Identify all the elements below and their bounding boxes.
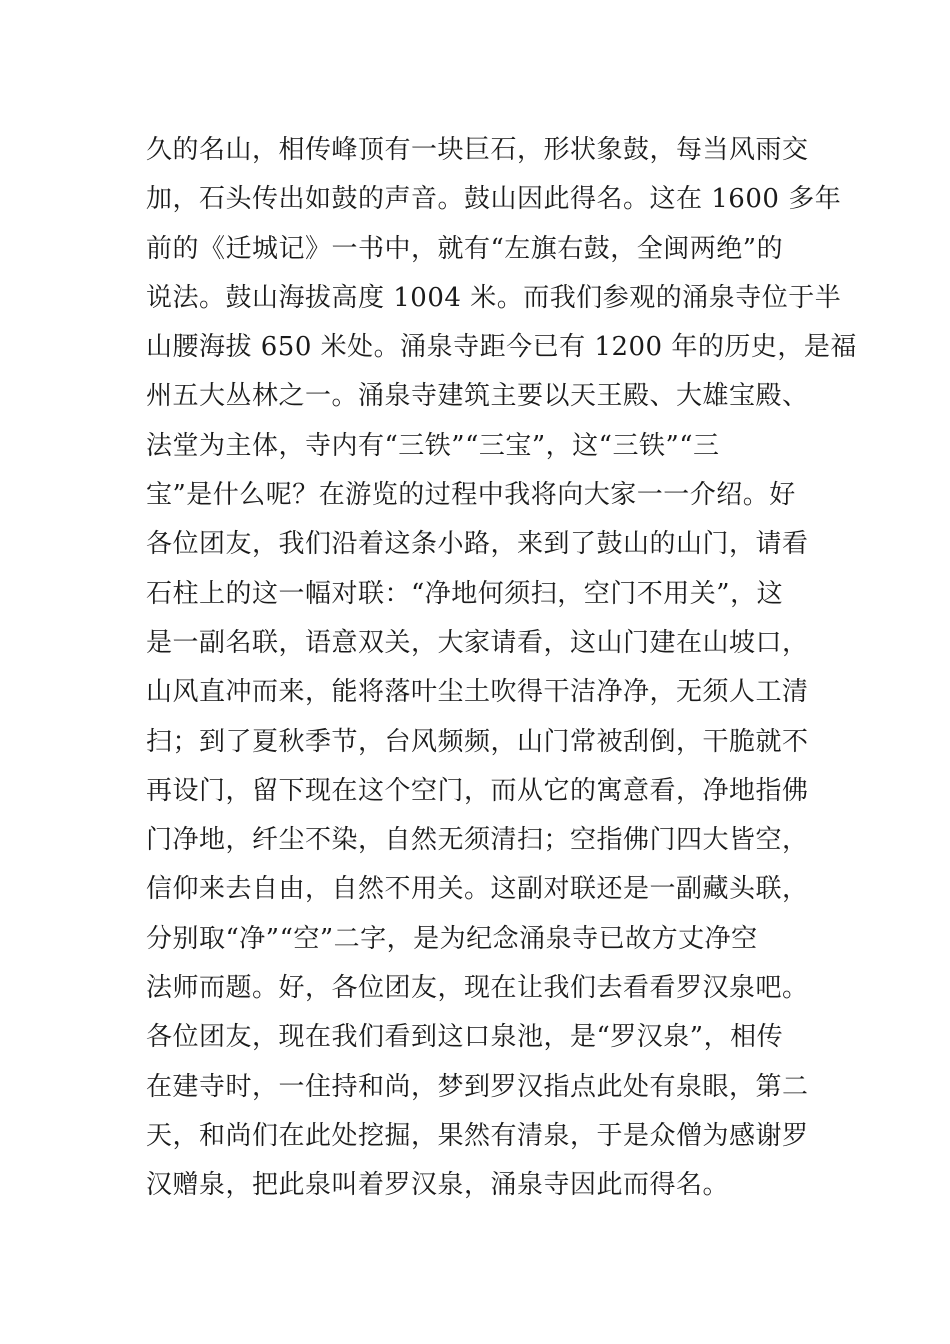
text-line: 前的《迁城记》一书中，就有“左旗右鼓，全闽两绝”的 — [146, 233, 784, 264]
text-line: 山腰海拔 650 米处。涌泉寺距今已有 1200 年的历史，是福 — [146, 332, 857, 363]
text-line: 信仰来去自由，自然不用关。这副对联还是一副藏头联， — [146, 874, 809, 905]
text-line: 法师而题。好，各位团友，现在让我们去看看罗汉泉吧。 — [146, 973, 809, 1004]
text-line: 天，和尚们在此处挖掘，果然有清泉，于是众僧为感谢罗 — [146, 1120, 809, 1151]
text-line: 加，石头传出如鼓的声音。鼓山因此得名。这在 1600 多年 — [146, 184, 842, 215]
text-line: 石柱上的这一幅对联：“净地何须扫，空门不用关”，这 — [146, 578, 784, 609]
text-line: 山风直冲而来，能将落叶尘土吹得干洁净净，无须人工清 — [146, 677, 809, 708]
text-line: 分别取“净”“空”二字，是为纪念涌泉寺已故方丈净空 — [146, 923, 758, 954]
text-line: 各位团友，我们沿着这条小路，来到了鼓山的山门，请看 — [146, 529, 809, 560]
text-line: 法堂为主体，寺内有“三铁”“三宝”，这“三铁”“三 — [146, 430, 720, 461]
text-line: 门净地，纤尘不染，自然无须清扫；空指佛门四大皆空， — [146, 825, 809, 856]
text-line: 扫；到了夏秋季节，台风频频，山门常被刮倒，干脆就不 — [146, 726, 809, 757]
text-line: 说法。鼓山海拔高度 1004 米。而我们参观的涌泉寺位于半 — [146, 282, 842, 313]
text-line: 州五大丛林之一。涌泉寺建筑主要以天王殿、大雄宝殿、 — [146, 381, 809, 412]
text-line: 各位团友，现在我们看到这口泉池，是“罗汉泉”，相传 — [146, 1022, 784, 1053]
text-line: 宝”是什么呢？在游览的过程中我将向大家一一介绍。好 — [146, 480, 796, 511]
text-line: 在建寺时，一住持和尚，梦到罗汉指点此处有泉眼，第二 — [146, 1071, 809, 1102]
body-text — [146, 126, 857, 1211]
text-line: 汉赠泉，把此泉叫着罗汉泉，涌泉寺因此而得名。 — [146, 1170, 730, 1201]
text-line: 再设门，留下现在这个空门，而从它的寓意看，净地指佛 — [146, 775, 809, 806]
text-line: 是一副名联，语意双关，大家请看，这山门建在山坡口， — [146, 627, 809, 658]
text-line: 久的名山，相传峰顶有一块巨石，形状象鼓，每当风雨交 — [146, 135, 809, 165]
